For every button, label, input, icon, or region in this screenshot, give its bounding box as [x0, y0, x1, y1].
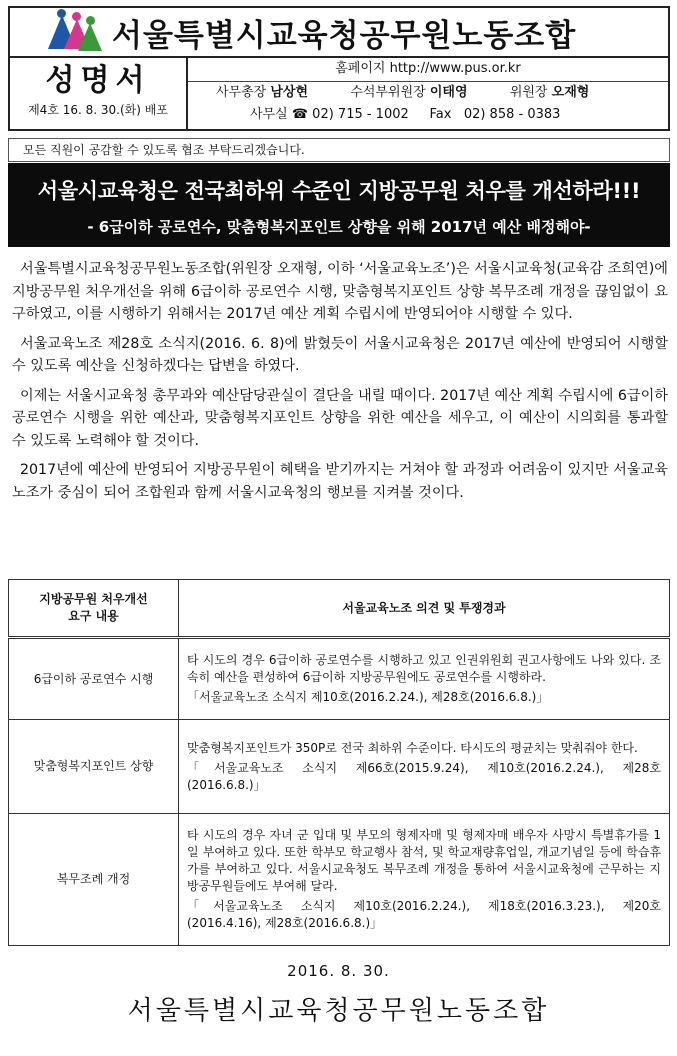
demands-table: [8, 579, 670, 946]
officer-role: 수석부위원장: [350, 85, 426, 100]
reference: 「서울교육노조 소식지 제10호(2016.2.24.), 제18호(2016.3.23.), 제20호 (2016.4.16), 제28호(2016.6.8.)」: [187, 899, 661, 930]
phone-icon: ☎: [291, 107, 309, 122]
phone-number: 02) 715 - 1002: [312, 107, 409, 122]
union-name-row: [10, 8, 668, 58]
headline-subtitle: - 6급이하 공로연수, 맞춤형복지포인트 상향을 위해 2017년 예산 배정해야-: [87, 218, 591, 236]
statement-body: [12, 258, 668, 511]
officer-name: 오재형: [551, 85, 590, 100]
demand-cell: 6급이하 공로연수 시행: [9, 638, 179, 720]
header-opinion: 서울교육노조 의견 및 투쟁경과: [179, 580, 670, 638]
homepage-url[interactable]: http://www.pus.or.kr: [389, 61, 521, 76]
paragraph: 2017년에 예산에 반영되어 지방공무원이 혜택을 받기까지는 거쳐야 할 과정과 어려움이 있지만 서울교육노조가 중심이 되어 조합원과 함께 서울시교육청의 행보를 지켜볼 것이다.: [12, 462, 668, 501]
table-row: [9, 814, 670, 946]
officers: [188, 82, 668, 104]
opinion-cell: 타 시도의 경우 6급이하 공로연수를 시행하고 있고 인권위원회 권고사항에도 나와 있다. 조속히 예산을 편성하여 6급이하 지방공무원에도 공로연수를 시행하라. 「서울교육노조 소식지 제10호(2016.2.24.), 제28호(2016.6.8.)」: [179, 638, 670, 720]
officer-role: 사무총장: [216, 85, 267, 100]
headline-title: 서울시교육청은 전국최하위 수준인 지방공무원 처우를 개선하라!!!: [37, 179, 641, 203]
issue-date: 2016. 8. 30.: [287, 962, 390, 980]
paragraph: 서울특별시교육청공무원노동조합(위원장 오재형, 이하 ‘서울교육노조’)은 서울시교육청(교육감 조희연)에 지방공무원 처우개선을 위해 6급이하 공로연수 시행, 맞춤형복지포인트 상향 복무조례 개정을 끊임없이 요구하였고, 이를 시행하기 위해서는 2017년 예산 계획 수립시에 반영되어야 시행할 수 있다.: [12, 261, 668, 322]
union-logo-icon: [46, 9, 104, 55]
officer-name: 남상현: [270, 85, 309, 100]
officer-name: 이태영: [429, 85, 468, 100]
paragraph: 서울교육노조 제28호 소식지(2016. 6. 8)에 밝혔듯이 서울시교육청은 2017년 예산에 반영되어 시행할 수 있도록 예산을 신청하겠다는 답변을 하였다.: [12, 335, 668, 374]
office-label: 사무실: [250, 107, 288, 122]
officer-role: 위원장: [509, 85, 548, 100]
table-row: [9, 720, 670, 814]
notice: 모든 직원이 공감할 수 있도록 협조 부탁드리겠습니다.: [8, 138, 670, 162]
opinion-cell: 타 시도의 경우 자녀 군 입대 및 부모의 형제자매 및 형제자매 배우자 사망시 특별휴가를 1일 부여하고 있다. 또한 학부모 학교행사 참석, 및 학교재량휴업일, 개교기념일 등에 학습휴가를 부여하고 있다. 서울시교육청도 복무조례 개정을 통하여 서울시교육청에 근무하는 지방공무원들에도 부여해 달라. 「서울교육노조 소식지 제10호(2016.2.24.), 제18호(2016.3.23.), 제20호 (2016.4.16), 제28호(2016.6.8.)」: [179, 814, 670, 946]
union-name: 서울특별시교육청공무원노동조합: [112, 17, 577, 54]
fax-number: 02) 858 - 0383: [463, 107, 561, 122]
header-demand: 지방공무원 처우개선 요구 내용: [9, 580, 179, 638]
statement-title: 성명서: [45, 63, 151, 98]
reference: 「서울교육노조 소식지 제10호(2016.2.24.), 제28호(2016.6.8.)」: [187, 690, 549, 704]
statement-cell: [10, 58, 188, 129]
paragraph: 이제는 서울시교육청 총무과와 예산담당관실이 결단을 내릴 때이다. 2017년 예산 계획 수립시에 6급이하 공로연수 시행을 위한 예산과, 맞춤형복지포인트 상향을 위한 예산을 세우고, 이 예산이 시의회를 통과할 수 있도록 노력해야 할 것이다.: [12, 387, 668, 449]
homepage-label: 홈페이지: [335, 61, 386, 76]
reference: 「서울교육노조 소식지 제66호(2015.9.24), 제10호(2016.2.24.), 제28호 (2016.6.8.)」: [187, 760, 661, 792]
homepage: [188, 58, 668, 82]
opinion-cell: 맞춤형복지포인트가 350P로 전국 최하위 수준이다. 타시도의 평균치는 맞춰줘야 한다. 「서울교육노조 소식지 제66호(2015.9.24), 제10호(2016.2.24.), 제28호 (2016.6.8.)」: [179, 720, 670, 814]
fax-label: Fax: [429, 107, 452, 122]
signature: 서울특별시교육청공무원노동조합: [127, 996, 550, 1026]
headline-banner: [8, 163, 670, 247]
info-row: [10, 58, 668, 129]
office-contact: [188, 104, 668, 126]
contact-cell: [188, 58, 668, 129]
table-header-row: [9, 580, 670, 638]
letterhead: [8, 6, 670, 131]
demand-cell: 맞춤형복지포인트 상향: [9, 720, 179, 814]
demand-cell: 복무조례 개정: [9, 814, 179, 946]
issue-number: 제4호 16. 8. 30.(화) 배포: [28, 103, 168, 117]
table-row: [9, 638, 670, 720]
